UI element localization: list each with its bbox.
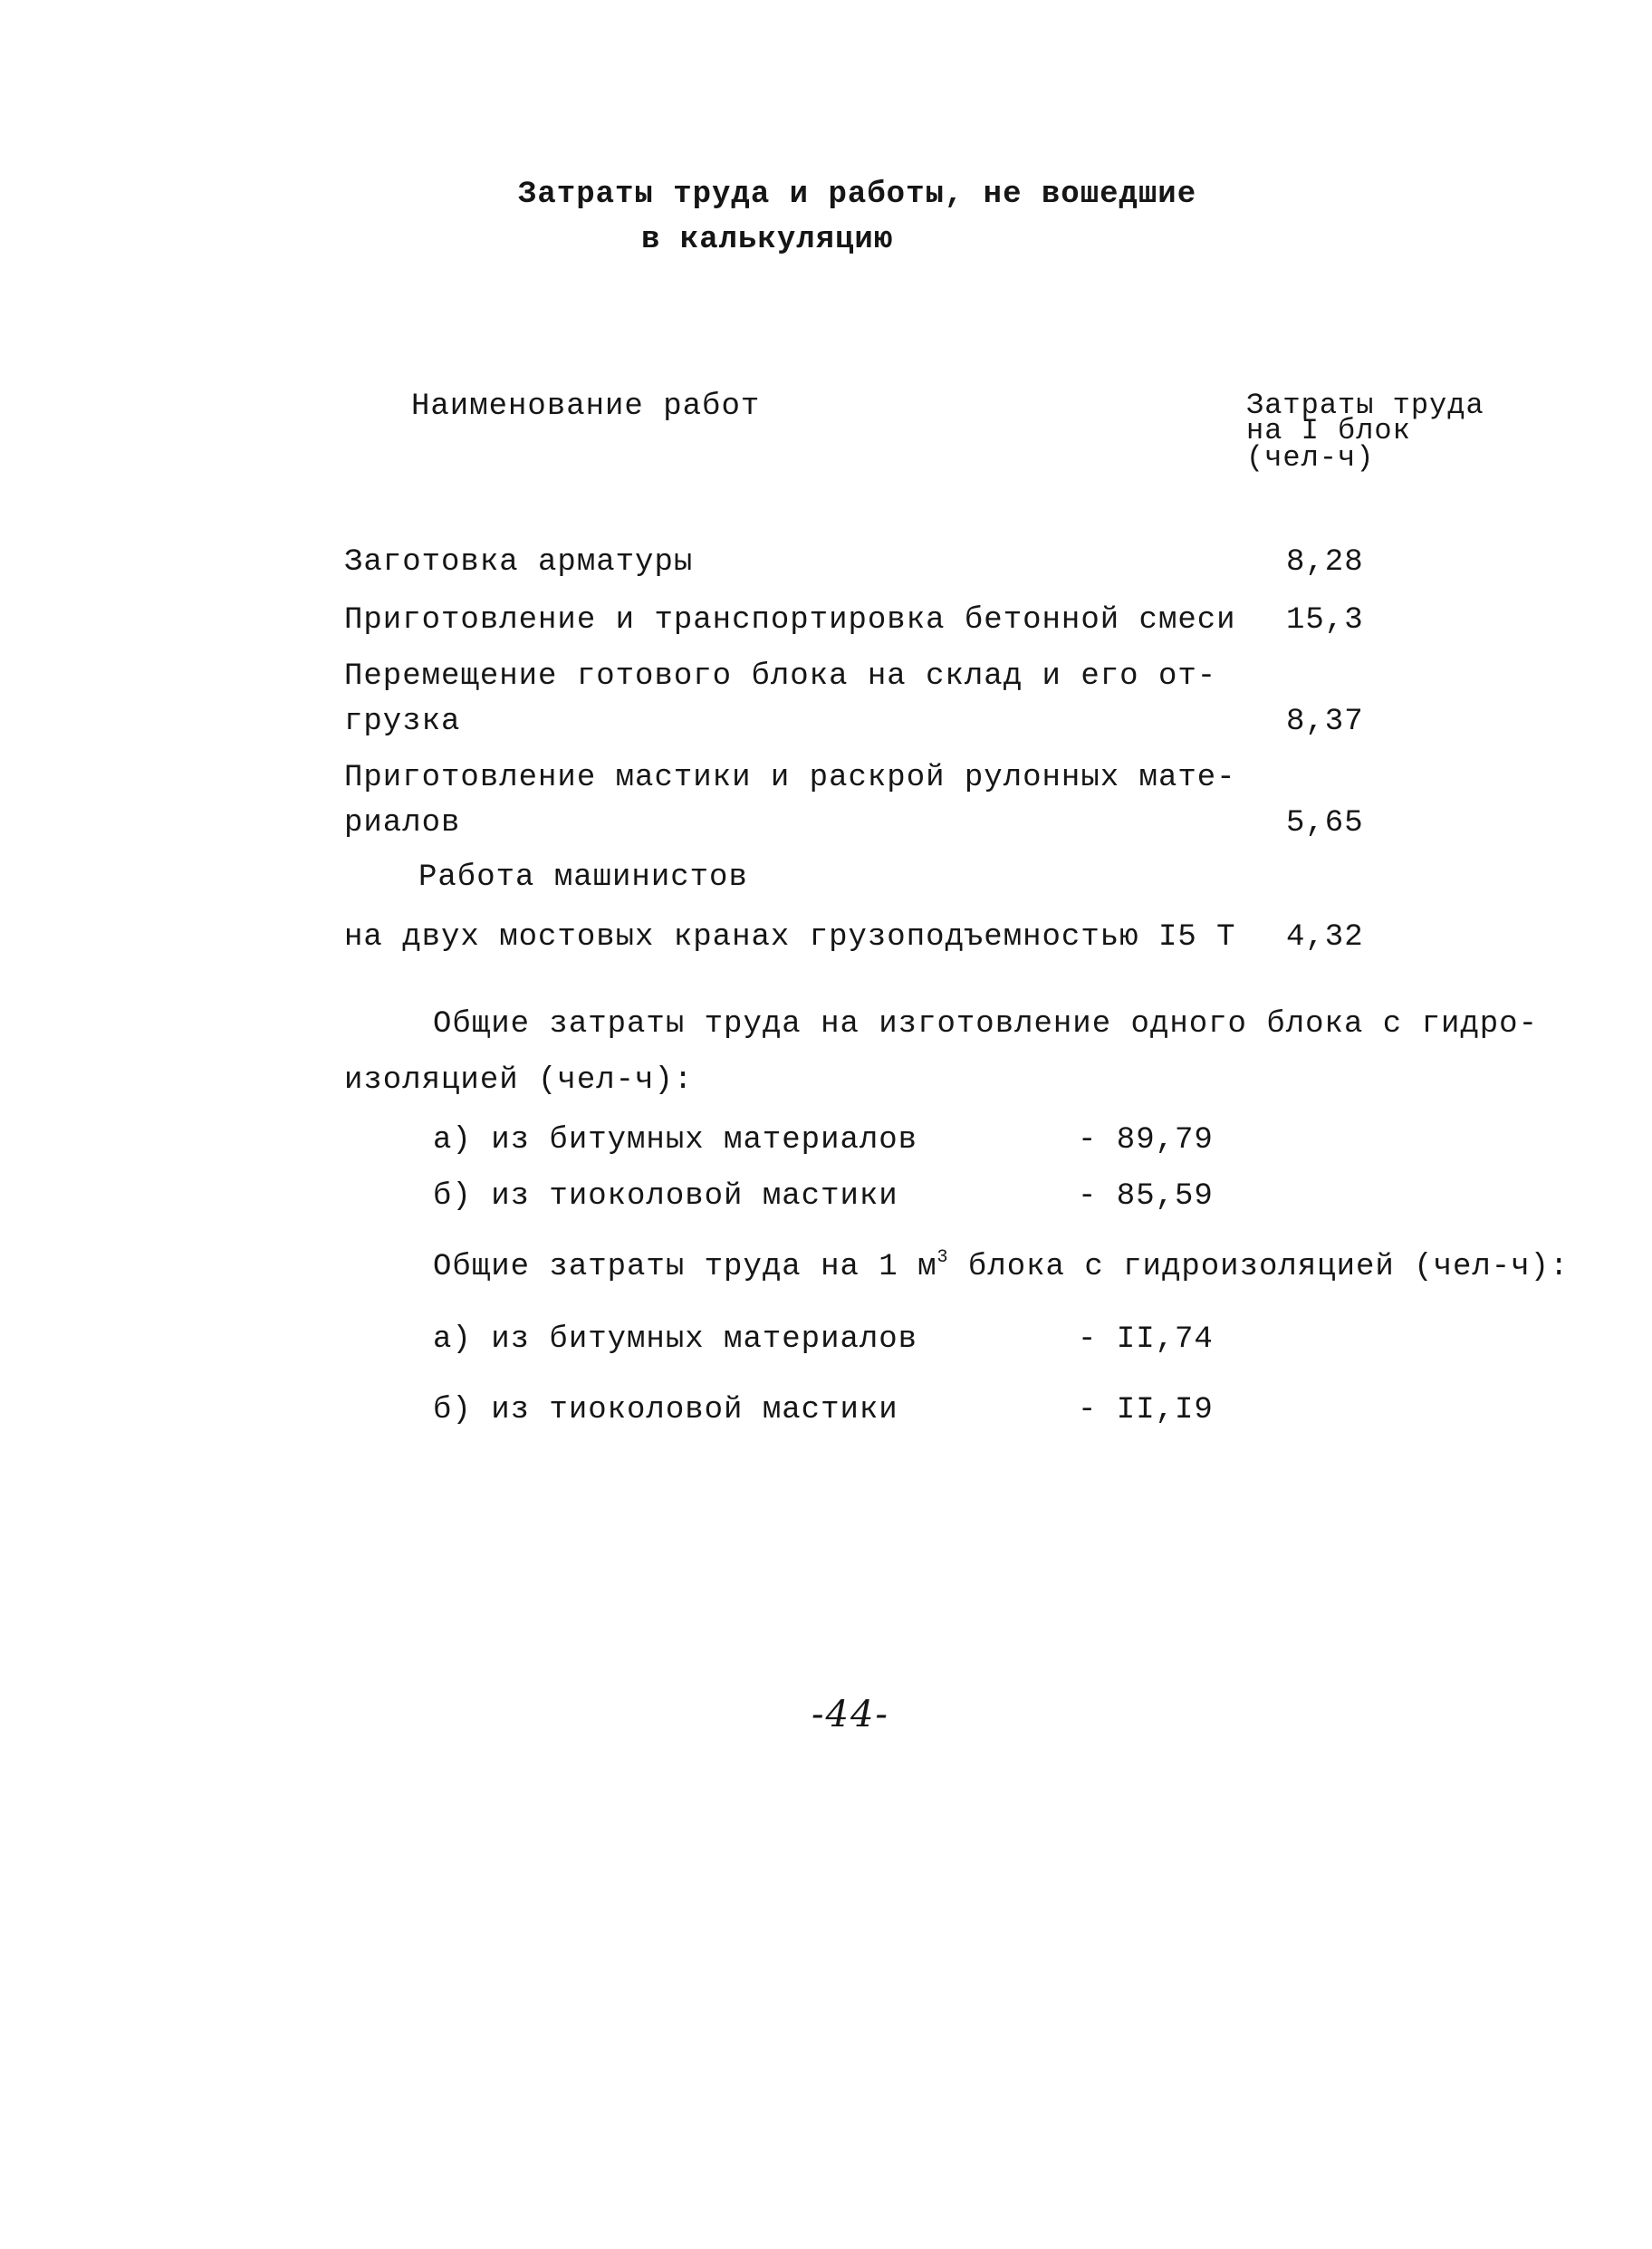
title-line-2: в калькуляцию bbox=[641, 223, 894, 257]
row-value: 4,32 bbox=[1286, 920, 1364, 955]
row-value: 8,37 bbox=[1286, 705, 1364, 739]
summary-per-block-line-1: Общие затраты труда на изготовление одного блока с гидро- bbox=[433, 1007, 1538, 1042]
row-value: 8,28 bbox=[1286, 545, 1364, 580]
row-name-continuation: грузка bbox=[344, 705, 461, 739]
row-name: Работа машинистов bbox=[418, 860, 748, 895]
row-value: 5,65 bbox=[1286, 806, 1364, 841]
column-header-labor-line-3: (чел-ч) bbox=[1246, 441, 1375, 475]
summary-item-value: - II,I9 bbox=[1078, 1393, 1214, 1427]
summary-item-label: б) из тиоколовой мастики bbox=[433, 1179, 898, 1214]
summary-item-label: а) из битумных материалов bbox=[433, 1322, 918, 1357]
summary-per-m3-suffix: блока с гидроизоляцией (чел-ч): bbox=[948, 1250, 1570, 1284]
summary-item-label: б) из тиоколовой мастики bbox=[433, 1393, 898, 1427]
row-name: Перемещение готового блока на склад и его от- bbox=[344, 659, 1217, 694]
row-value: 15,3 bbox=[1286, 603, 1364, 638]
row-name: Приготовление мастики и раскрой рулонных мате- bbox=[344, 761, 1236, 795]
row-name: Заготовка арматуры bbox=[344, 545, 694, 580]
superscript-three: 3 bbox=[936, 1247, 949, 1268]
row-name-continuation: риалов bbox=[344, 806, 461, 841]
column-header-labor-line-2: на I блок bbox=[1246, 414, 1411, 447]
title-line-1: Затраты труда и работы, не вошедшие bbox=[518, 178, 1197, 212]
column-header-works: Наименование работ bbox=[411, 389, 761, 424]
summary-item-label: а) из битумных материалов bbox=[433, 1123, 918, 1158]
summary-per-m3-line bbox=[433, 1247, 1570, 1284]
row-name-continuation: на двух мостовых кранах грузоподъемностью I5 Т bbox=[344, 920, 1236, 955]
summary-per-m3-prefix: Общие затраты труда на 1 м bbox=[433, 1250, 937, 1284]
summary-per-block-line-2: изоляцией (чел-ч): bbox=[344, 1063, 694, 1098]
summary-item-value: - 85,59 bbox=[1078, 1179, 1214, 1214]
row-name: Приготовление и транспортировка бетонной смеси bbox=[344, 603, 1236, 638]
column-header-labor-line-1: Затраты труда bbox=[1246, 389, 1484, 422]
summary-item-value: - II,74 bbox=[1078, 1322, 1214, 1357]
page-number: -44- bbox=[812, 1694, 889, 1735]
summary-item-value: - 89,79 bbox=[1078, 1123, 1214, 1158]
